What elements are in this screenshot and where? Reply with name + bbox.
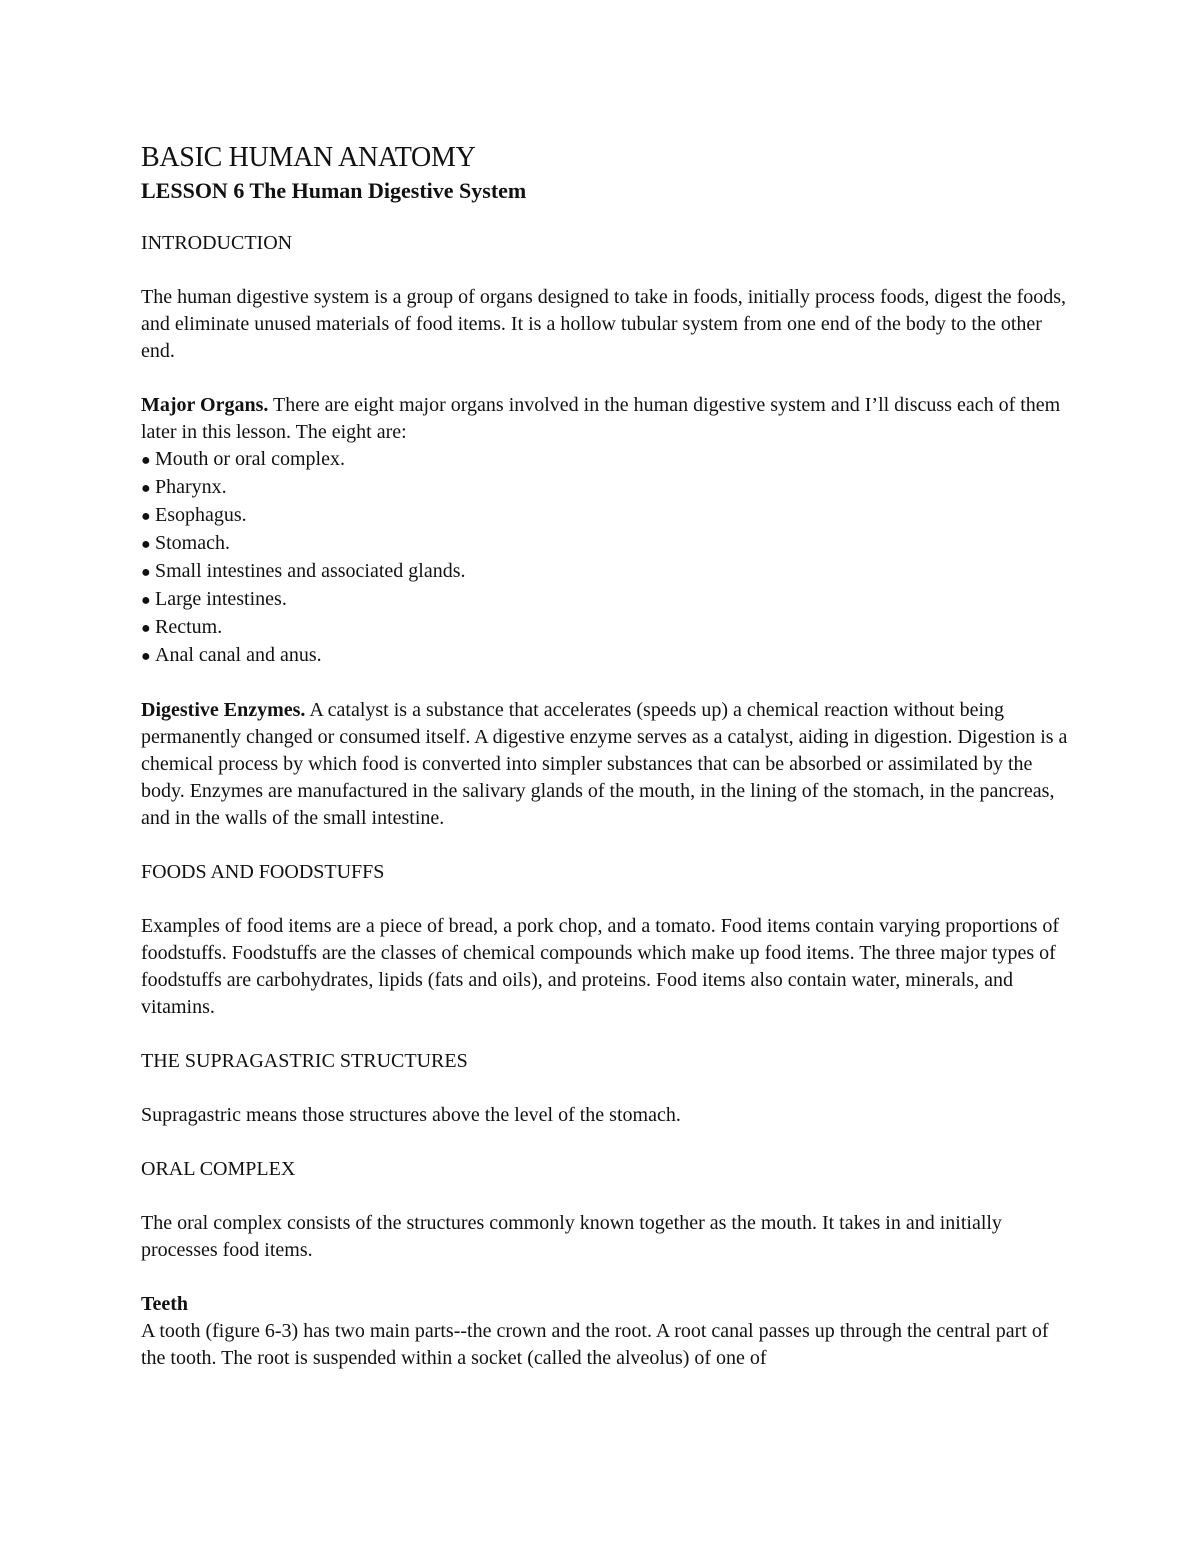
bullet-icon: ● bbox=[141, 452, 151, 469]
digestive-enzymes-paragraph bbox=[141, 697, 1071, 832]
list-item-label: Large intestines. bbox=[155, 588, 287, 610]
list-item bbox=[141, 474, 1071, 502]
list-item bbox=[141, 502, 1071, 530]
list-item-label: Esophagus. bbox=[155, 504, 247, 526]
teeth-heading: Teeth bbox=[141, 1293, 189, 1315]
oral-complex-heading: ORAL COMPLEX bbox=[141, 1158, 296, 1180]
foods-paragraph: Examples of food items are a piece of bread, a pork chop, and a tomato. Food items contain varying proportions of foodstuffs. Foodstuffs are the classes of chemical compounds which make up food items. The three major types of foodstuffs are carbohydrates, lipids (fats and oils), and proteins. Food items also contain water, minerals, and vitamins. bbox=[141, 915, 1060, 1018]
bullet-icon: ● bbox=[141, 480, 151, 497]
digestive-enzymes-text: A catalyst is a substance that accelerates (speeds up) a chemical reaction without being permanently changed or consumed itself. A digestive enzyme serves as a catalyst, aiding in digestion. Digestion is a chemical process by which food is converted into simpler substances that can be absorbed or assimilated by the body. Enzymes are manufactured in the salivary glands of the mouth, in the lining of the stomach, in the pancreas, and in the walls of the small intestine. bbox=[141, 699, 1068, 829]
bullet-icon: ● bbox=[141, 648, 151, 665]
teeth-paragraph: A tooth (figure 6-3) has two main parts--the crown and the root. A root canal passes up through the central part of the tooth. The root is suspended within a socket (called the alveolus) of one of bbox=[141, 1320, 1049, 1369]
foods-heading: FOODS AND FOODSTUFFS bbox=[141, 861, 385, 883]
major-organs-list bbox=[141, 446, 1071, 670]
bullet-icon: ● bbox=[141, 564, 151, 581]
list-item-label: Anal canal and anus. bbox=[155, 644, 322, 666]
introduction-heading: INTRODUCTION bbox=[141, 232, 293, 254]
digestive-enzymes-run-head: Digestive Enzymes. bbox=[141, 699, 306, 721]
major-organs-paragraph bbox=[141, 392, 1071, 446]
document-title: BASIC HUMAN ANATOMY bbox=[141, 142, 476, 173]
bullet-icon: ● bbox=[141, 536, 151, 553]
list-item-label: Pharynx. bbox=[155, 476, 227, 498]
list-item bbox=[141, 446, 1071, 474]
bullet-icon: ● bbox=[141, 508, 151, 525]
bullet-icon: ● bbox=[141, 592, 151, 609]
list-item bbox=[141, 586, 1071, 614]
introduction-paragraph: The human digestive system is a group of organs designed to take in foods, initially process foods, digest the foods, and eliminate unused materials of food items. It is a hollow tubular system from one end of the body to the other end. bbox=[141, 286, 1067, 362]
list-item-label: Rectum. bbox=[155, 616, 223, 638]
list-item bbox=[141, 558, 1071, 586]
major-organs-text: There are eight major organs involved in the human digestive system and I’ll discuss each of them later in this lesson. The eight are: bbox=[141, 394, 1061, 443]
list-item bbox=[141, 642, 1071, 670]
list-item-label: Stomach. bbox=[155, 532, 230, 554]
supragastric-heading: THE SUPRAGASTRIC STRUCTURES bbox=[141, 1050, 468, 1072]
major-organs-run-head: Major Organs. bbox=[141, 394, 269, 416]
list-item-label: Small intestines and associated glands. bbox=[155, 560, 466, 582]
supragastric-paragraph: Supragastric means those structures above the level of the stomach. bbox=[141, 1104, 681, 1126]
list-item-label: Mouth or oral complex. bbox=[155, 448, 345, 470]
lesson-subtitle: LESSON 6 The Human Digestive System bbox=[141, 178, 527, 203]
oral-complex-paragraph: The oral complex consists of the structures commonly known together as the mouth. It takes in and initially processes food items. bbox=[141, 1212, 1002, 1261]
document-page bbox=[141, 140, 1071, 1372]
bullet-icon: ● bbox=[141, 620, 151, 637]
list-item bbox=[141, 614, 1071, 642]
list-item bbox=[141, 530, 1071, 558]
